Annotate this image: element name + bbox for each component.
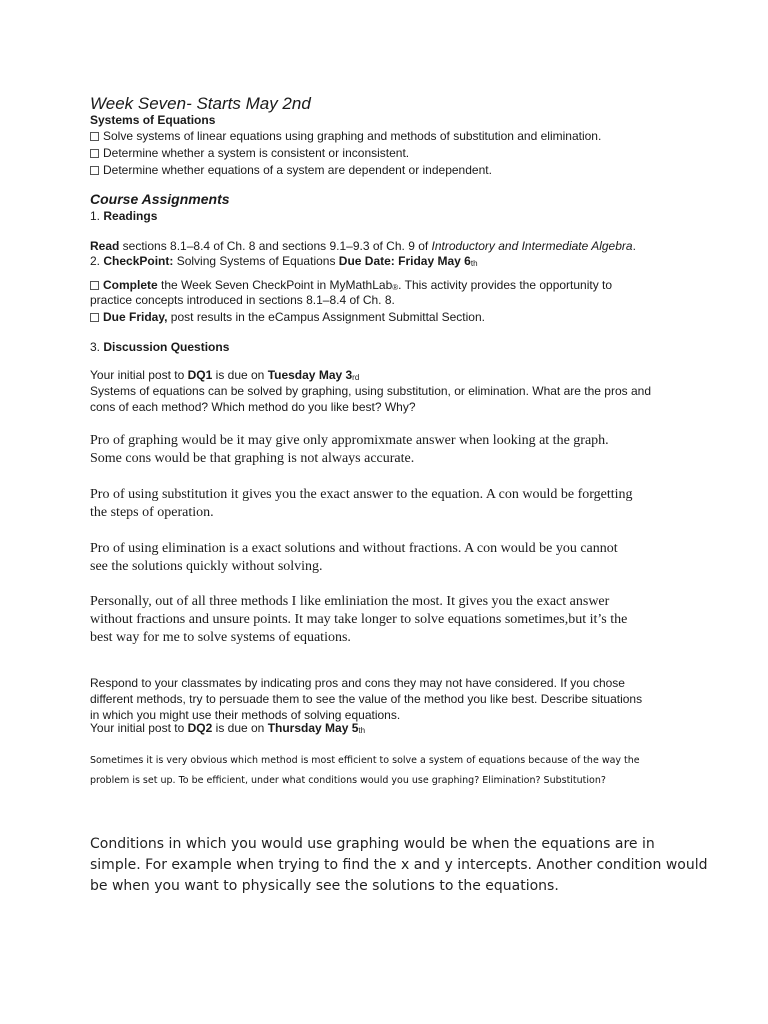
dq1-due-line: Your initial post to DQ1 is due on Tuesday May 3rd (90, 368, 360, 382)
complete-line-2: practice concepts introduced in sections 8.1–8.4 of Ch. 8. (90, 293, 395, 307)
objective-1: Solve systems of linear equations using graphing and methods of substitution and elimination. (90, 128, 601, 145)
systems-heading: Systems of Equations (90, 113, 216, 127)
checkbox-icon (90, 281, 99, 290)
answer-substitution: Pro of using substitution it gives you the exact answer to the equation. A con would be forgetting the steps of operation. (90, 487, 633, 520)
checkbox-icon (90, 313, 99, 322)
respond-instructions: Respond to your classmates by indicating pros and cons they may not have considered. If you chose different methods, try to persuade them to see the value of the method you like best. Describe situations in which you might use their methods of solving equations. (90, 676, 643, 722)
checkbox-icon (90, 132, 99, 141)
objective-3: Determine whether equations of a system are dependent or independent. (90, 162, 492, 179)
checkpoint-line: 2. CheckPoint: Solving Systems of Equations Due Date: Friday May 6th (90, 254, 478, 268)
due-friday-line: Due Friday, post results in the eCampus Assignment Submittal Section. (90, 309, 485, 326)
answer-graphing: Pro of graphing would be it may give only appromixmate answer when looking at the graph. Some cons would be that graphing is not always accurate. (90, 433, 609, 466)
checkbox-icon (90, 149, 99, 158)
objective-2: Determine whether a system is consistent or inconsistent. (90, 145, 409, 162)
discussion-heading: 3. Discussion Questions (90, 340, 230, 354)
answer-conditions: Conditions in which you would use graphing would be when the equations are in simple. For example when trying to find the x and y intercepts. Another condition would be when you want to physically see the solutions to the equations. (90, 836, 708, 894)
answer-elimination: Pro of using elimination is a exact solutions and without fractions. A con would be you cannot see the solutions quickly without solving. (90, 541, 618, 574)
checkbox-icon (90, 166, 99, 175)
dq1-question-1: Systems of equations can be solved by graphing, using substitution, or elimination. What are the pros and (90, 384, 651, 398)
read-instruction: Read sections 8.1–8.4 of Ch. 8 and sections 9.1–9.3 of Ch. 9 of Introductory and Intermediate Algebra. (90, 239, 636, 253)
complete-line-1: Complete the Week Seven CheckPoint in MyMathLab®. This activity provides the opportunity to (90, 277, 612, 296)
course-assignments-heading: Course Assignments (90, 191, 230, 207)
page-title: Week Seven- Starts May 2nd (90, 94, 311, 113)
readings-heading: 1. Readings (90, 209, 158, 223)
answer-preference: Personally, out of all three methods I like emliniation the most. It gives you the exact answer without fractions and unsure points. It may take longer to solve equations sometimes,but it’s the best way for me to solve systems of equations. (90, 594, 628, 645)
dq2-question: Sometimes it is very obvious which method is most efficient to solve a system of equations because of the way the problem is set up. To be efficient, under what conditions would you use graphing? Elimination? Substitution? (90, 755, 640, 786)
dq1-question-2: cons of each method? Which method do you like best? Why? (90, 400, 416, 414)
dq2-due-line: Your initial post to DQ2 is due on Thursday May 5th (90, 721, 366, 735)
